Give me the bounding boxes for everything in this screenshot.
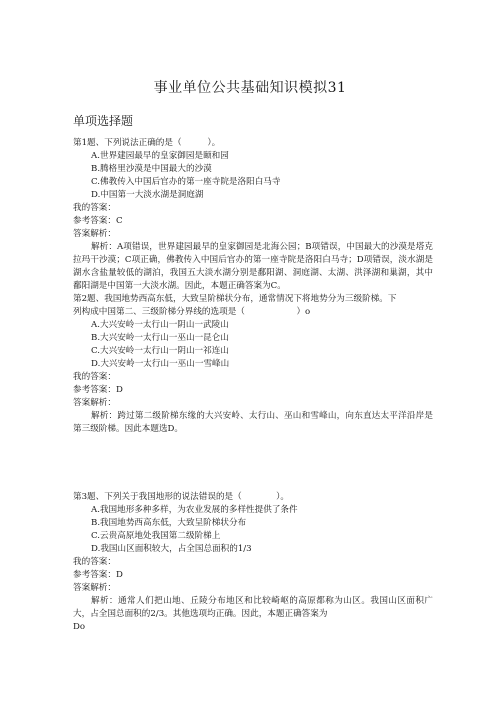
analysis-label: 答案解析：	[73, 583, 116, 593]
option-c: C.佛教传入中国后官办的第一座寺院是洛阳白马寺	[91, 177, 281, 187]
my-answer-label: 我的答案：	[73, 372, 116, 382]
option-a: A.大兴安岭一太行山一阴山一武陵山	[91, 320, 229, 330]
option-a: A.世界建园最早的皇家御园是颐和园	[91, 151, 229, 161]
page-title: 事业单位公共基础知识模拟31	[153, 80, 347, 96]
reference-answer: 参考答案：D	[73, 570, 123, 580]
option-b: B.腾格里沙漠是中国最大的沙漠	[91, 164, 212, 174]
question-1	[73, 137, 433, 293]
option-d: D.我国山区面积较大，占全国总面积的1/3	[91, 544, 252, 554]
option-d: D.中国第一大淡水湖是洞庭湖	[91, 190, 204, 200]
reference-answer: 参考答案：C	[73, 216, 123, 226]
analysis-text: 解析：A项错误，世界建园最早的皇家御园是北海公园；B项错误，中国最大的沙漠是塔克拉玛干沙漠；C项正确，佛教传入中国后官办的第一座寺院是洛阳白马寺；D项错误，淡水湖是湖水含盐量较低的湖泊，我国五大淡水湖分别是鄱阳湖、洞庭湖、太湖、洪泽湖和巢湖，其中鄱阳湖是中国第一大淡水湖。因此，本题正确答案为C。	[73, 242, 433, 291]
option-c: C.云贵高原地处我国第二级阶梯上	[91, 531, 221, 541]
analysis-text: 解析：跨过第二级阶梯东缘的大兴安岭、太行山、巫山和雪峰山，向东直达太平洋沿岸是第三级阶梯。因此本题选D。	[73, 411, 433, 434]
question-stem: 第3题、下列关于我国地形的说法错误的是（ ）。	[73, 492, 290, 502]
question-3	[73, 491, 433, 634]
reference-answer: 参考答案：D	[73, 385, 123, 395]
question-2	[73, 293, 433, 436]
question-stem-line-2: 列构成中国第二、三级阶梯分界线的选项是（ ）o	[73, 307, 311, 317]
option-c: C.大兴安岭一太行山一阴山一祁连山	[91, 346, 229, 356]
question-stem-line-1: 第2题、我国地势西高东低，大致呈阶梯状分布，通常情况下将地势分为三级阶梯。下	[73, 294, 397, 304]
option-a: A.我国地形多种多样，为农业发展的多样性提供了条件	[91, 505, 298, 515]
question-stem: 第1题、下列说法正确的是（ ）。	[73, 138, 221, 148]
option-d: D.大兴安岭一太行山一巫山一雪峰山	[91, 359, 230, 369]
analysis-label: 答案解析：	[73, 229, 116, 239]
analysis-tail: Do	[73, 622, 86, 632]
my-answer-label: 我的答案：	[73, 203, 116, 213]
section-heading: 单项选择题	[73, 114, 134, 128]
analysis-text: 解析：通常人们把山地、丘陵分布地区和比较崎岖的高原都称为山区。我国山区面积广大，占全国总面积的2/3。其他选项均正确。因此，本题正确答案为	[73, 596, 433, 619]
option-b: B.大兴安岭一太行山一巫山一昆仑山	[91, 333, 229, 343]
option-b: B.我国地势西高东低，大致呈阶梯状分布	[91, 518, 247, 528]
my-answer-label: 我的答案：	[73, 557, 116, 567]
analysis-label: 答案解析：	[73, 398, 116, 408]
